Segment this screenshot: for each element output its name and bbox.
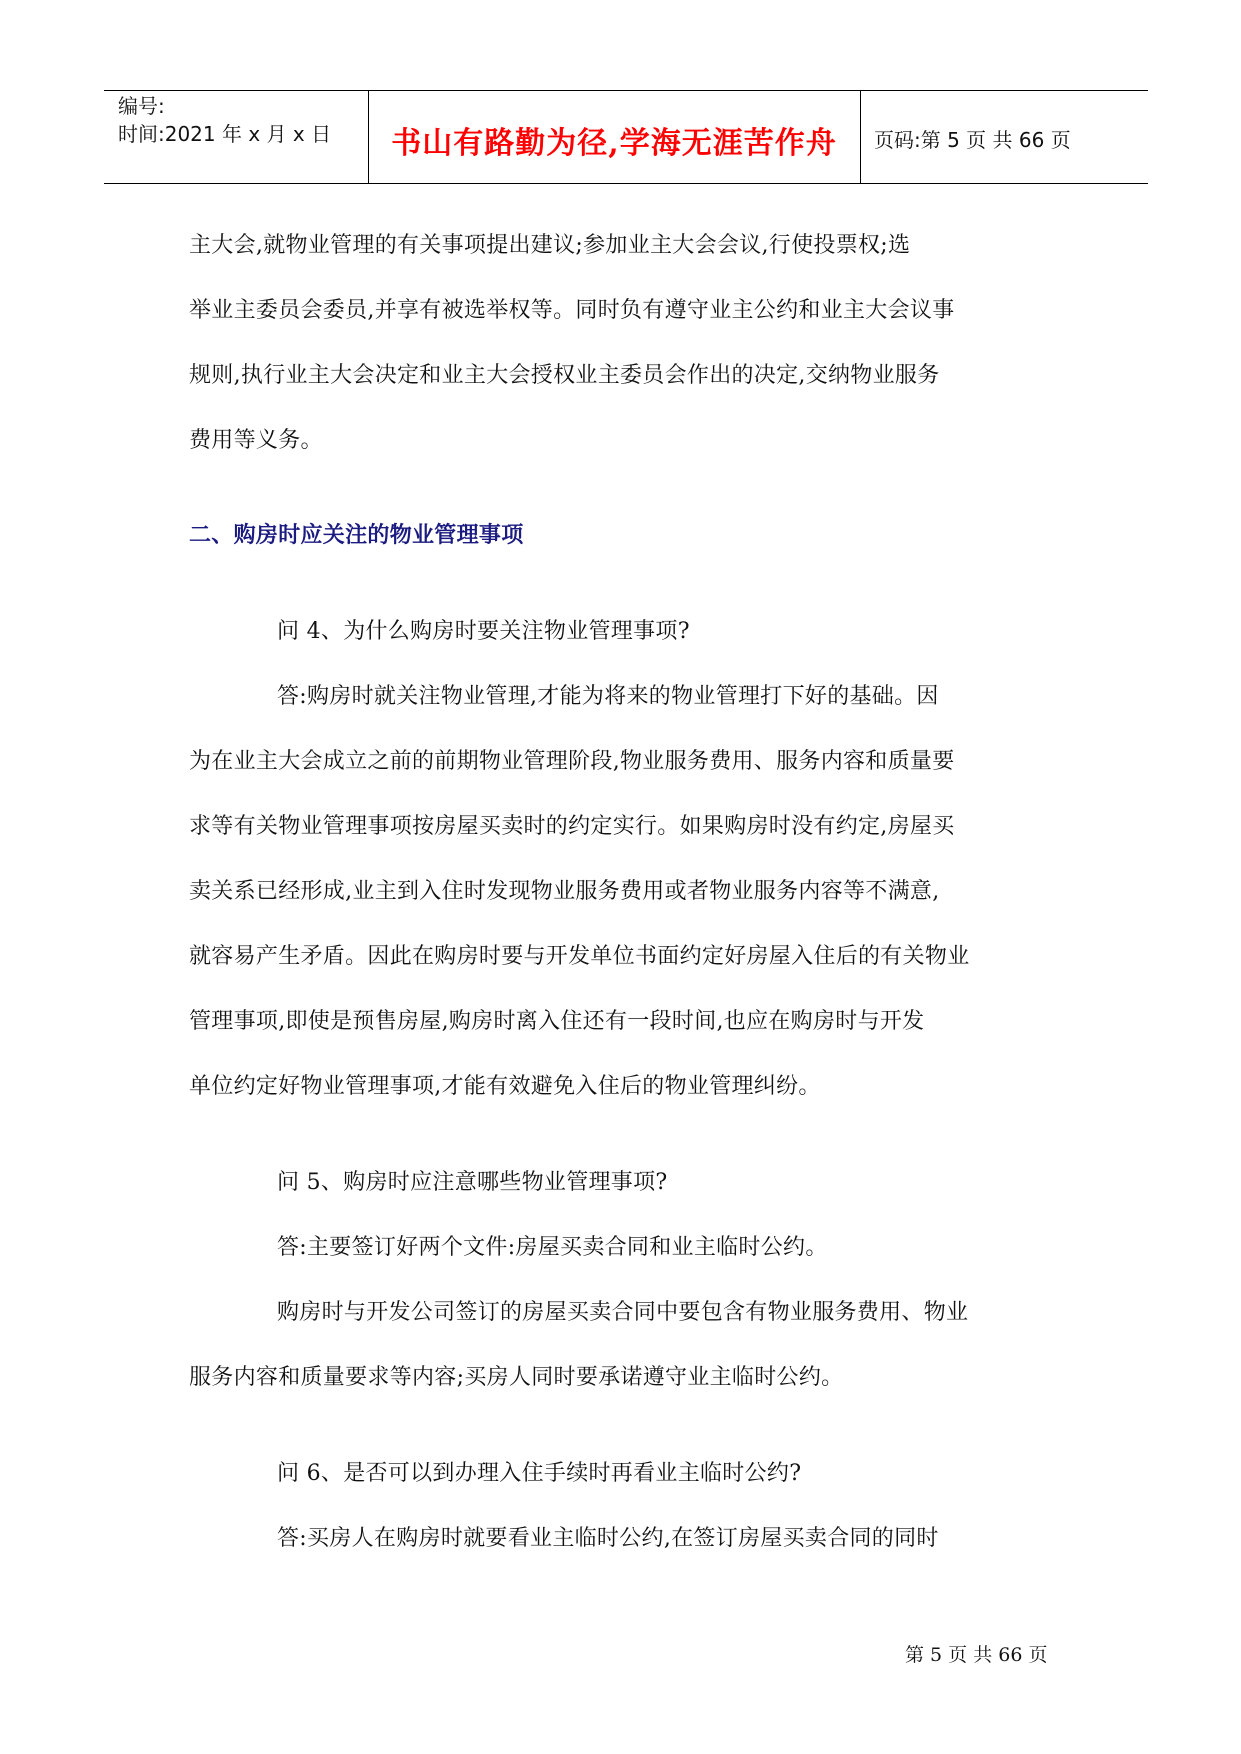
page-footer: 第 5 页 共 66 页 bbox=[905, 1644, 1048, 1666]
header-divider-right bbox=[860, 90, 861, 183]
question-5: 问 5、购房时应注意哪些物业管理事项? bbox=[277, 1170, 668, 1195]
body-line: 举业主委员会委员,并享有被选举权等。同时负有遵守业主公约和业主大会议事 bbox=[189, 298, 955, 323]
answer-4-line: 答:购房时就关注物业管理,才能为将来的物业管理打下好的基础。因 bbox=[277, 684, 939, 709]
section-heading: 二、购房时应关注的物业管理事项 bbox=[189, 523, 524, 548]
question-6: 问 6、是否可以到办理入住手续时再看业主临时公约? bbox=[277, 1461, 802, 1486]
answer-4-line: 求等有关物业管理事项按房屋买卖时的约定实行。如果购房时没有约定,房屋买 bbox=[189, 814, 955, 839]
header-number-label: 编号: bbox=[118, 94, 165, 118]
header-motto: 书山有路勤为径,学海无涯苦作舟 bbox=[391, 126, 837, 161]
header-page-code: 页码:第 5 页 共 66 页 bbox=[874, 128, 1071, 152]
header-bottom-border bbox=[104, 183, 1148, 184]
paragraph-5-line: 购房时与开发公司签订的房屋买卖合同中要包含有物业服务费用、物业 bbox=[277, 1300, 969, 1325]
answer-4-line: 卖关系已经形成,业主到入住时发现物业服务费用或者物业服务内容等不满意, bbox=[189, 879, 940, 904]
answer-4-line: 单位约定好物业管理事项,才能有效避免入住后的物业管理纠纷。 bbox=[189, 1074, 821, 1099]
body-line: 主大会,就物业管理的有关事项提出建议;参加业主大会会议,行使投票权;选 bbox=[189, 233, 911, 258]
answer-4-line: 管理事项,即使是预售房屋,购房时离入住还有一段时间,也应在购房时与开发 bbox=[189, 1009, 925, 1034]
body-line: 规则,执行业主大会决定和业主大会授权业主委员会作出的决定,交纳物业服务 bbox=[189, 363, 940, 388]
question-4: 问 4、为什么购房时要关注物业管理事项? bbox=[277, 619, 690, 644]
header-time-label: 时间:2021 年 x 月 x 日 bbox=[118, 122, 332, 146]
body-line: 费用等义务。 bbox=[189, 428, 323, 453]
paragraph-5-line: 服务内容和质量要求等内容;买房人同时要承诺遵守业主临时公约。 bbox=[189, 1365, 844, 1390]
answer-4-line: 为在业主大会成立之前的前期物业管理阶段,物业服务费用、服务内容和质量要 bbox=[189, 749, 955, 774]
answer-4-line: 就容易产生矛盾。因此在购房时要与开发单位书面约定好房屋入住后的有关物业 bbox=[189, 944, 970, 969]
header-info bbox=[118, 92, 331, 148]
answer-6: 答:买房人在购房时就要看业主临时公约,在签订房屋买卖合同的同时 bbox=[277, 1526, 939, 1551]
header-top-border bbox=[104, 90, 1148, 91]
answer-5: 答:主要签订好两个文件:房屋买卖合同和业主临时公约。 bbox=[277, 1235, 828, 1260]
